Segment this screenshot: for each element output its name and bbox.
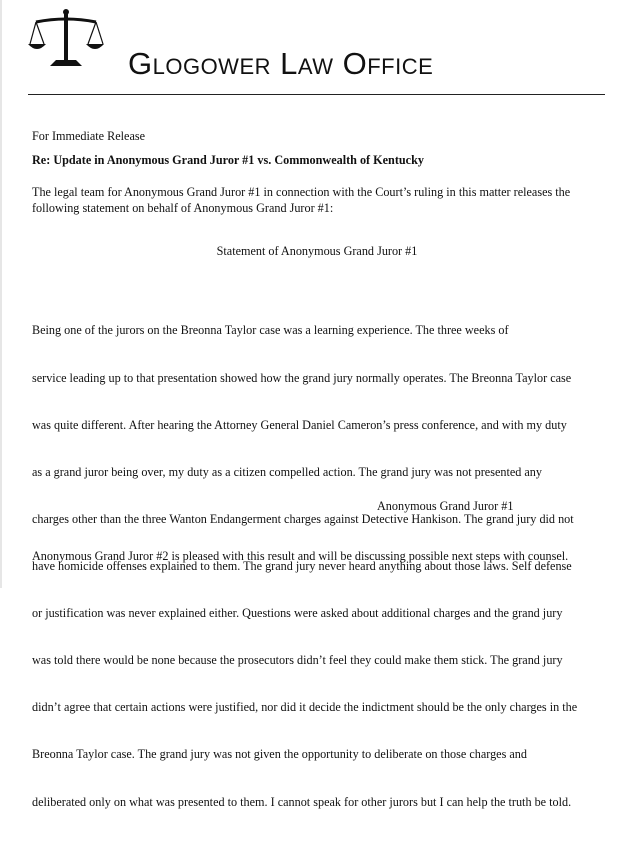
- statement-line: deliberated only on what was presented to them. I cannot speak for other jurors but I can help the truth be told.: [32, 794, 572, 809]
- intro-paragraph: [32, 184, 570, 216]
- intro-line: The legal team for Anonymous Grand Juror #1 in connection with the Court’s ruling in this matter releases the: [32, 185, 571, 199]
- scales-of-justice-icon: [28, 8, 104, 70]
- statement-line: was told there would be none because the prosecutors didn’t feel they could make them stick. The grand jury: [32, 653, 563, 668]
- statement-line: didn’t agree that certain actions were justified, nor did it decide the indictment should be the only charges in the: [32, 700, 578, 715]
- subject-line: Re: Update in Anonymous Grand Juror #1 vs. Commonwealth of Kentucky: [32, 153, 424, 167]
- footer-note: Anonymous Grand Juror #2 is pleased with this result and will be discussing possible next steps with counsel.: [32, 549, 569, 563]
- statement-line: Breonna Taylor case. The grand jury was not given the opportunity to deliberate on those charges and: [32, 747, 527, 762]
- statement-signature: Anonymous Grand Juror #1: [377, 499, 514, 513]
- page-edge: [0, 0, 2, 588]
- letterhead-divider: [28, 94, 605, 95]
- statement-line: or justification was never explained either. Questions were asked about additional charges and the grand jury: [32, 606, 563, 621]
- statement-body: [32, 292, 612, 842]
- statement-line: service leading up to that presentation showed how the grand jury normally operates. The Breonna Taylor case: [32, 370, 572, 385]
- release-label: For Immediate Release: [32, 129, 146, 143]
- firm-name: Glogower Law Office: [128, 46, 434, 81]
- statement-line: was quite different. After hearing the Attorney General Daniel Cameron’s press conference, and with my duty: [32, 417, 567, 432]
- statement-line: charges other than the three Wanton Endangerment charges against Detective Hankison. The grand jury did not: [32, 511, 574, 526]
- statement-title: Statement of Anonymous Grand Juror #1: [216, 244, 418, 258]
- intro-line: following statement on behalf of Anonymous Grand Juror #1:: [32, 201, 334, 215]
- statement-line: have homicide offenses explained to them. The grand jury never heard anything about those laws. Self defense: [32, 558, 572, 573]
- statement-line: as a grand juror being over, my duty as a citizen compelled action. The grand jury was not presented any: [32, 464, 542, 479]
- statement-line: Being one of the jurors on the Breonna Taylor case was a learning experience. The three weeks of: [32, 323, 509, 338]
